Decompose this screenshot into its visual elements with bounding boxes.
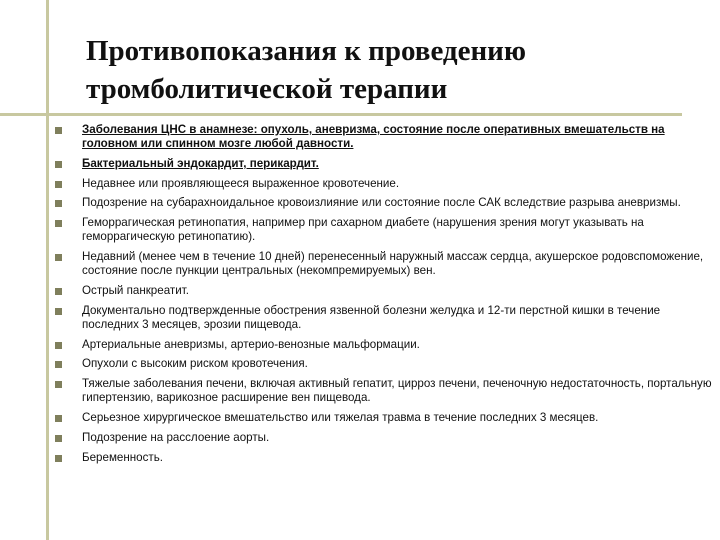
square-bullet-icon <box>55 288 62 295</box>
square-bullet-icon <box>55 381 62 388</box>
list-item-text: Бактериальный эндокардит, перикардит. <box>82 156 319 170</box>
list-item <box>55 157 715 171</box>
square-bullet-icon <box>55 308 62 315</box>
list-item-text: Тяжелые заболевания печени, включая активный гепатит, цирроз печени, печеночную недостаточность, портальную гипертензию, варикозное расширение вен пищевода. <box>82 377 712 405</box>
list-item-text: Заболевания ЦНС в анамнезе: опухоль, аневризма, состояние после оперативных вмешательств на головном или спинном мозге любой давности. <box>82 123 665 151</box>
list-item <box>55 304 715 332</box>
square-bullet-icon <box>55 435 62 442</box>
vertical-accent-line <box>46 0 49 540</box>
list-item <box>55 338 715 352</box>
list-item <box>55 377 715 405</box>
list-item-text: Геморрагическая ретинопатия, например при сахарном диабете (нарушения зрения могут указывать на геморрагическую ретинопатию). <box>82 216 644 244</box>
square-bullet-icon <box>55 127 62 134</box>
list-item-text: Недавнее или проявляющееся выраженное кровотечение. <box>82 176 400 190</box>
list-item <box>55 250 715 278</box>
list-item-text: Беременность. <box>82 450 163 464</box>
square-bullet-icon <box>55 161 62 168</box>
horizontal-accent-line <box>0 113 682 116</box>
list-item <box>55 411 715 425</box>
list-item-text: Острый панкреатит. <box>82 283 189 297</box>
square-bullet-icon <box>55 415 62 422</box>
list-item-text: Опухоли с высоким риском кровотечения. <box>82 357 308 371</box>
square-bullet-icon <box>55 200 62 207</box>
square-bullet-icon <box>55 455 62 462</box>
list-item-text: Артериальные аневризмы, артерио-венозные мальформации. <box>82 337 420 351</box>
list-item <box>55 216 715 244</box>
list-item <box>55 357 715 371</box>
list-item <box>55 431 715 445</box>
square-bullet-icon <box>55 181 62 188</box>
list-item <box>55 123 715 151</box>
list-item <box>55 451 715 465</box>
list-item-text: Документально подтвержденные обострения язвенной болезни желудка и 12-ти перстной кишки в течение последних 3 месяцев, эрозии пищевода. <box>82 303 661 331</box>
list-item-text: Подозрение на расслоение аорты. <box>82 430 270 444</box>
square-bullet-icon <box>55 220 62 227</box>
square-bullet-icon <box>55 361 62 368</box>
list-item <box>55 177 715 191</box>
square-bullet-icon <box>55 342 62 349</box>
list-item-text: Недавний (менее чем в течение 10 дней) перенесенный наружный массаж сердца, акушерское родовспоможение, состояние после пункции центральных (некомпремируемых) вен. <box>82 250 704 278</box>
title-line-1: Противопоказания к проведению <box>86 35 527 67</box>
list-item-text: Серьезное хирургическое вмешательство или тяжелая травма в течение последних 3 месяцев. <box>82 411 599 425</box>
list-item <box>55 196 715 210</box>
contraindications-list <box>55 123 715 470</box>
square-bullet-icon <box>55 254 62 261</box>
slide-title <box>86 32 686 108</box>
list-item-text: Подозрение на субарахноидальное кровоизлияние или состояние после САК вследствие разрыва аневризмы. <box>82 196 681 210</box>
list-item <box>55 284 715 298</box>
title-line-2: тромболитической терапии <box>86 73 448 105</box>
